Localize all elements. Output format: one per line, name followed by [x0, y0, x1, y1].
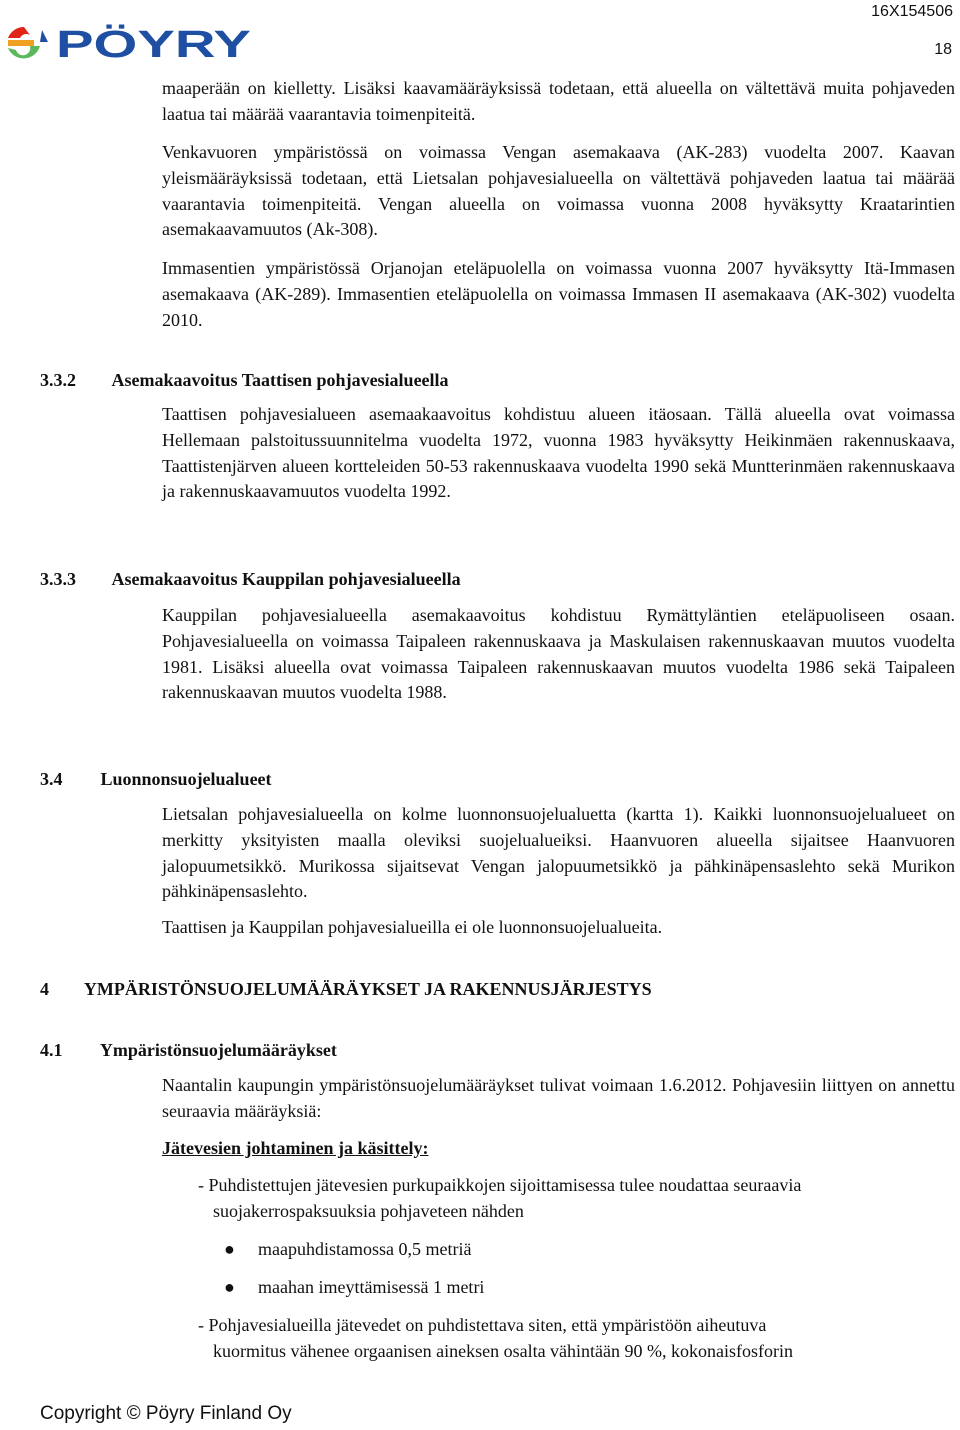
section-title: Luonnonsuojelualueet: [100, 769, 272, 789]
paragraph: Immasentien ympäristössä Orjanojan eteläpuolella on voimassa vuonna 2007 hyväksytty Itä-Immasen asemakaava (AK-289). Immasentien eteläpuolella on voimassa Immasen II asemakaava (AK-302) vuodelta 2010.: [162, 258, 955, 330]
paragraph: Taattisen pohjavesialueen asemaakaavoitus kohdistuu alueen itäosaan. Tällä alueella ovat voimassa Hellemaan palstoitussuunnitelma vuodelta 1972, vuonna 1983 hyväksytty Heikinmäen rakennuskaava, Taattistenjärven alueen kortteleiden 50-53 rakennuskaava vuodelta 1990 sekä Muntterinmäen rakennuskaava ja rakennuskaavamuutos vuodelta 1992.: [162, 404, 955, 502]
section-heading: [40, 367, 449, 393]
footer-copyright: Copyright © Pöyry Finland Oy: [40, 1403, 292, 1424]
paragraph: Kauppilan pohjavesialueella asemakaavoitus kohdistuu Rymättyläntien eteläpuoliseen osaan. Pohjavesialueella on voimassa Taipaleen rakennuskaava ja Maskulaisen rakennuskaavan muutos vuodelta 1981. Lisäksi alueella ovat voimassa Taipaleen rakennuskaavan muutos vuodelta 1986 sekä Taipaleen rakennuskaavan muutos vuodelta 1988.: [162, 605, 955, 703]
bullet-item: [224, 1237, 472, 1263]
section-number: 4.1: [40, 1040, 63, 1060]
subheading: [162, 1136, 428, 1162]
chapter-heading: [40, 976, 652, 1002]
section-number: 3.3.3: [40, 569, 76, 589]
subheading-text: Jätevesien johtaminen ja käsittely:: [162, 1138, 429, 1158]
section-number: 3.3.2: [40, 370, 76, 390]
paragraph: maaperään on kielletty. Lisäksi kaavamääräyksissä todetaan, että alueella on vältettävä muita pohjaveden laatua tai määrää vaarantavia toimenpiteitä.: [162, 78, 955, 124]
paragraph: Lietsalan pohjavesialueella on kolme luonnonsuojelualuetta (kartta 1). Kaikki luonnonsuojelualueet on merkitty yksityisten maalla oleviksi suojelualueiksi. Haanvuoren alueella sijaitsee Haanvuoren jalopuumetsikkö. Murikossa sijaitsevat Vengan jalopuumetsikkö ja pähkinäpensaslehto sekä Murikon pähkinäpensaslehto.: [162, 804, 955, 902]
page-number: 18: [934, 41, 952, 58]
dash-list-item: [198, 1313, 955, 1365]
paragraph: Naantalin kaupungin ympäristönsuojelumääräykset tulivat voimaan 1.6.2012. Pohjavesiin liittyen on annettu seuraavia määräyksiä:: [162, 1075, 955, 1121]
section-title: Asemakaavoitus Taattisen pohjavesialueella: [111, 370, 449, 390]
dash-item-line: suojakerrospaksuuksia pohjaveteen nähden: [213, 1200, 524, 1221]
bullet-icon: ●: [224, 1239, 235, 1259]
poyry-logo-mark: [8, 27, 48, 58]
section-title: Ympäristönsuojelumääräykset: [99, 1040, 337, 1060]
document-id: 16X154506: [871, 3, 953, 20]
section-heading: [40, 766, 272, 792]
section-number: 4: [40, 979, 49, 999]
section-number: 3.4: [40, 769, 63, 789]
bullet-text: maahan imeyttämisessä 1 metri: [258, 1277, 485, 1297]
bullet-text: maapuhdistamossa 0,5 metriä: [258, 1239, 472, 1259]
bullet-item: [224, 1275, 485, 1301]
paragraph: Taattisen ja Kauppilan pohjavesialueilla ei ole luonnonsuojelualueita.: [162, 917, 663, 937]
dash-item-line: kuormitus vähenee orgaanisen aineksen osalta vähintään 90 %, kokonaisfosforin: [213, 1340, 794, 1361]
dash-item-line: - Pohjavesialueilla jätevedet on puhdistettava siten, että ympäristöön aiheutuva: [198, 1315, 767, 1335]
section-heading: [40, 566, 461, 592]
bullet-icon: ●: [224, 1277, 235, 1297]
dash-list-item: [198, 1173, 955, 1225]
poyry-logo: [4, 24, 254, 64]
section-title: YMPÄRISTÖNSUOJELUMÄÄRÄYKSET JA RAKENNUSJÄRJESTYS: [83, 979, 652, 999]
section-heading: [40, 1037, 337, 1063]
dash-item-line: - Puhdistettujen jätevesien purkupaikkojen sijoittamisessa tulee noudattaa seuraavia: [198, 1175, 802, 1195]
section-title: Asemakaavoitus Kauppilan pohjavesialueella: [111, 569, 461, 589]
paragraph: Venkavuoren ympäristössä on voimassa Vengan asemakaava (AK-283) vuodelta 2007. Kaavan yleismääräyksissä todetaan, että Lietsalan pohjavesialueella on vältettävä pohjaveden laatua tai määrää vaarantavia toimenpiteitä. Vengan alueella on voimassa vuonna 2008 hyväksytty Kraatarintien asemakaavamuutos (Ak-308).: [162, 142, 955, 240]
poyry-logo-text: PÖYRY: [56, 24, 188, 64]
